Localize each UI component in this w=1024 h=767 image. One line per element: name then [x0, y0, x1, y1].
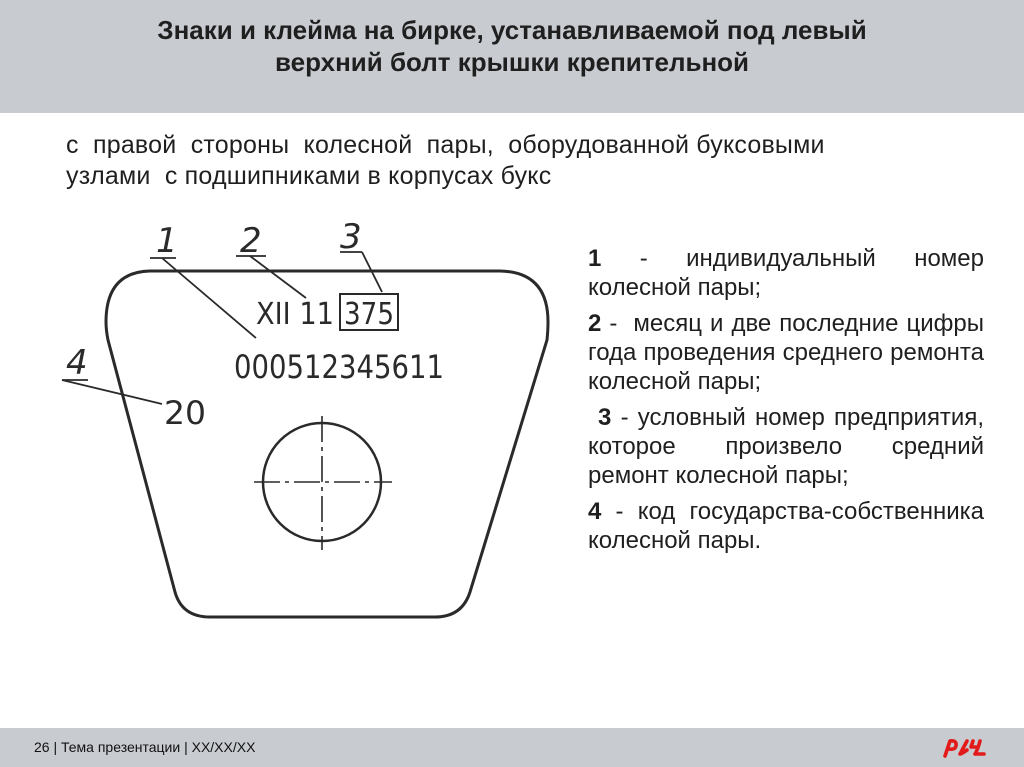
rzd-logo-icon: [940, 735, 988, 759]
page-number: 26: [34, 739, 50, 755]
legend-item-1: [588, 244, 984, 302]
legend-text-1: - индивидуальный номер колесной пары;: [588, 245, 984, 301]
callout-4: 4: [66, 343, 88, 383]
wheelset-number-stamp: 000512345611: [234, 348, 444, 386]
footer-separator-2: |: [184, 739, 188, 755]
legend-text-2: - месяц и две последние цифры года проведения среднего ремонта колесной пары;: [588, 310, 991, 395]
tag-drawing-svg: [0, 205, 560, 645]
slide-footer: [0, 728, 1024, 767]
legend-item-2: [588, 309, 991, 396]
leader-4: [62, 380, 162, 404]
title-line-1: Знаки и клейма на бирке, устанавливаемой под левый: [157, 15, 867, 45]
slide-header: [0, 0, 1024, 113]
legend-item-3: [588, 403, 984, 490]
footer-text: [34, 739, 255, 755]
legend-num-3: 3: [598, 404, 612, 431]
subtitle-line-2: узлами с подшипниками в корпусах букс: [66, 162, 552, 190]
slide-title: [0, 14, 1024, 78]
legend-num-4: 4: [588, 498, 602, 525]
legend-list: [588, 244, 991, 562]
leader-2: [250, 256, 306, 298]
legend-num-1: 1: [588, 245, 602, 272]
slide-subtitle: [66, 130, 946, 192]
legend-item-4: [588, 497, 984, 555]
footer-separator-1: |: [53, 739, 58, 755]
presentation-date: XX/XX/XX: [191, 739, 256, 755]
title-line-2: верхний болт крышки крепительной: [274, 47, 750, 77]
tag-drawing: [0, 205, 560, 645]
subtitle-line-1: с правой стороны колесной пары, оборудованной буксовыми: [66, 131, 825, 159]
legend-text-4: - код государства-собственника колесной пары.: [588, 498, 984, 554]
country-code-stamp: 20: [164, 394, 206, 432]
presentation-topic: Тема презентации: [61, 739, 181, 755]
callout-2: 2: [240, 221, 262, 261]
callout-1: 1: [156, 221, 178, 261]
month-year-stamp: XII 11: [256, 297, 334, 332]
enterprise-code-stamp: 375: [344, 297, 394, 332]
legend-num-2: 2: [588, 310, 602, 337]
legend-text-3: - условный номер предприятия, которое произвело средний ремонт колесной пары;: [588, 404, 984, 489]
callout-3: 3: [340, 217, 362, 257]
